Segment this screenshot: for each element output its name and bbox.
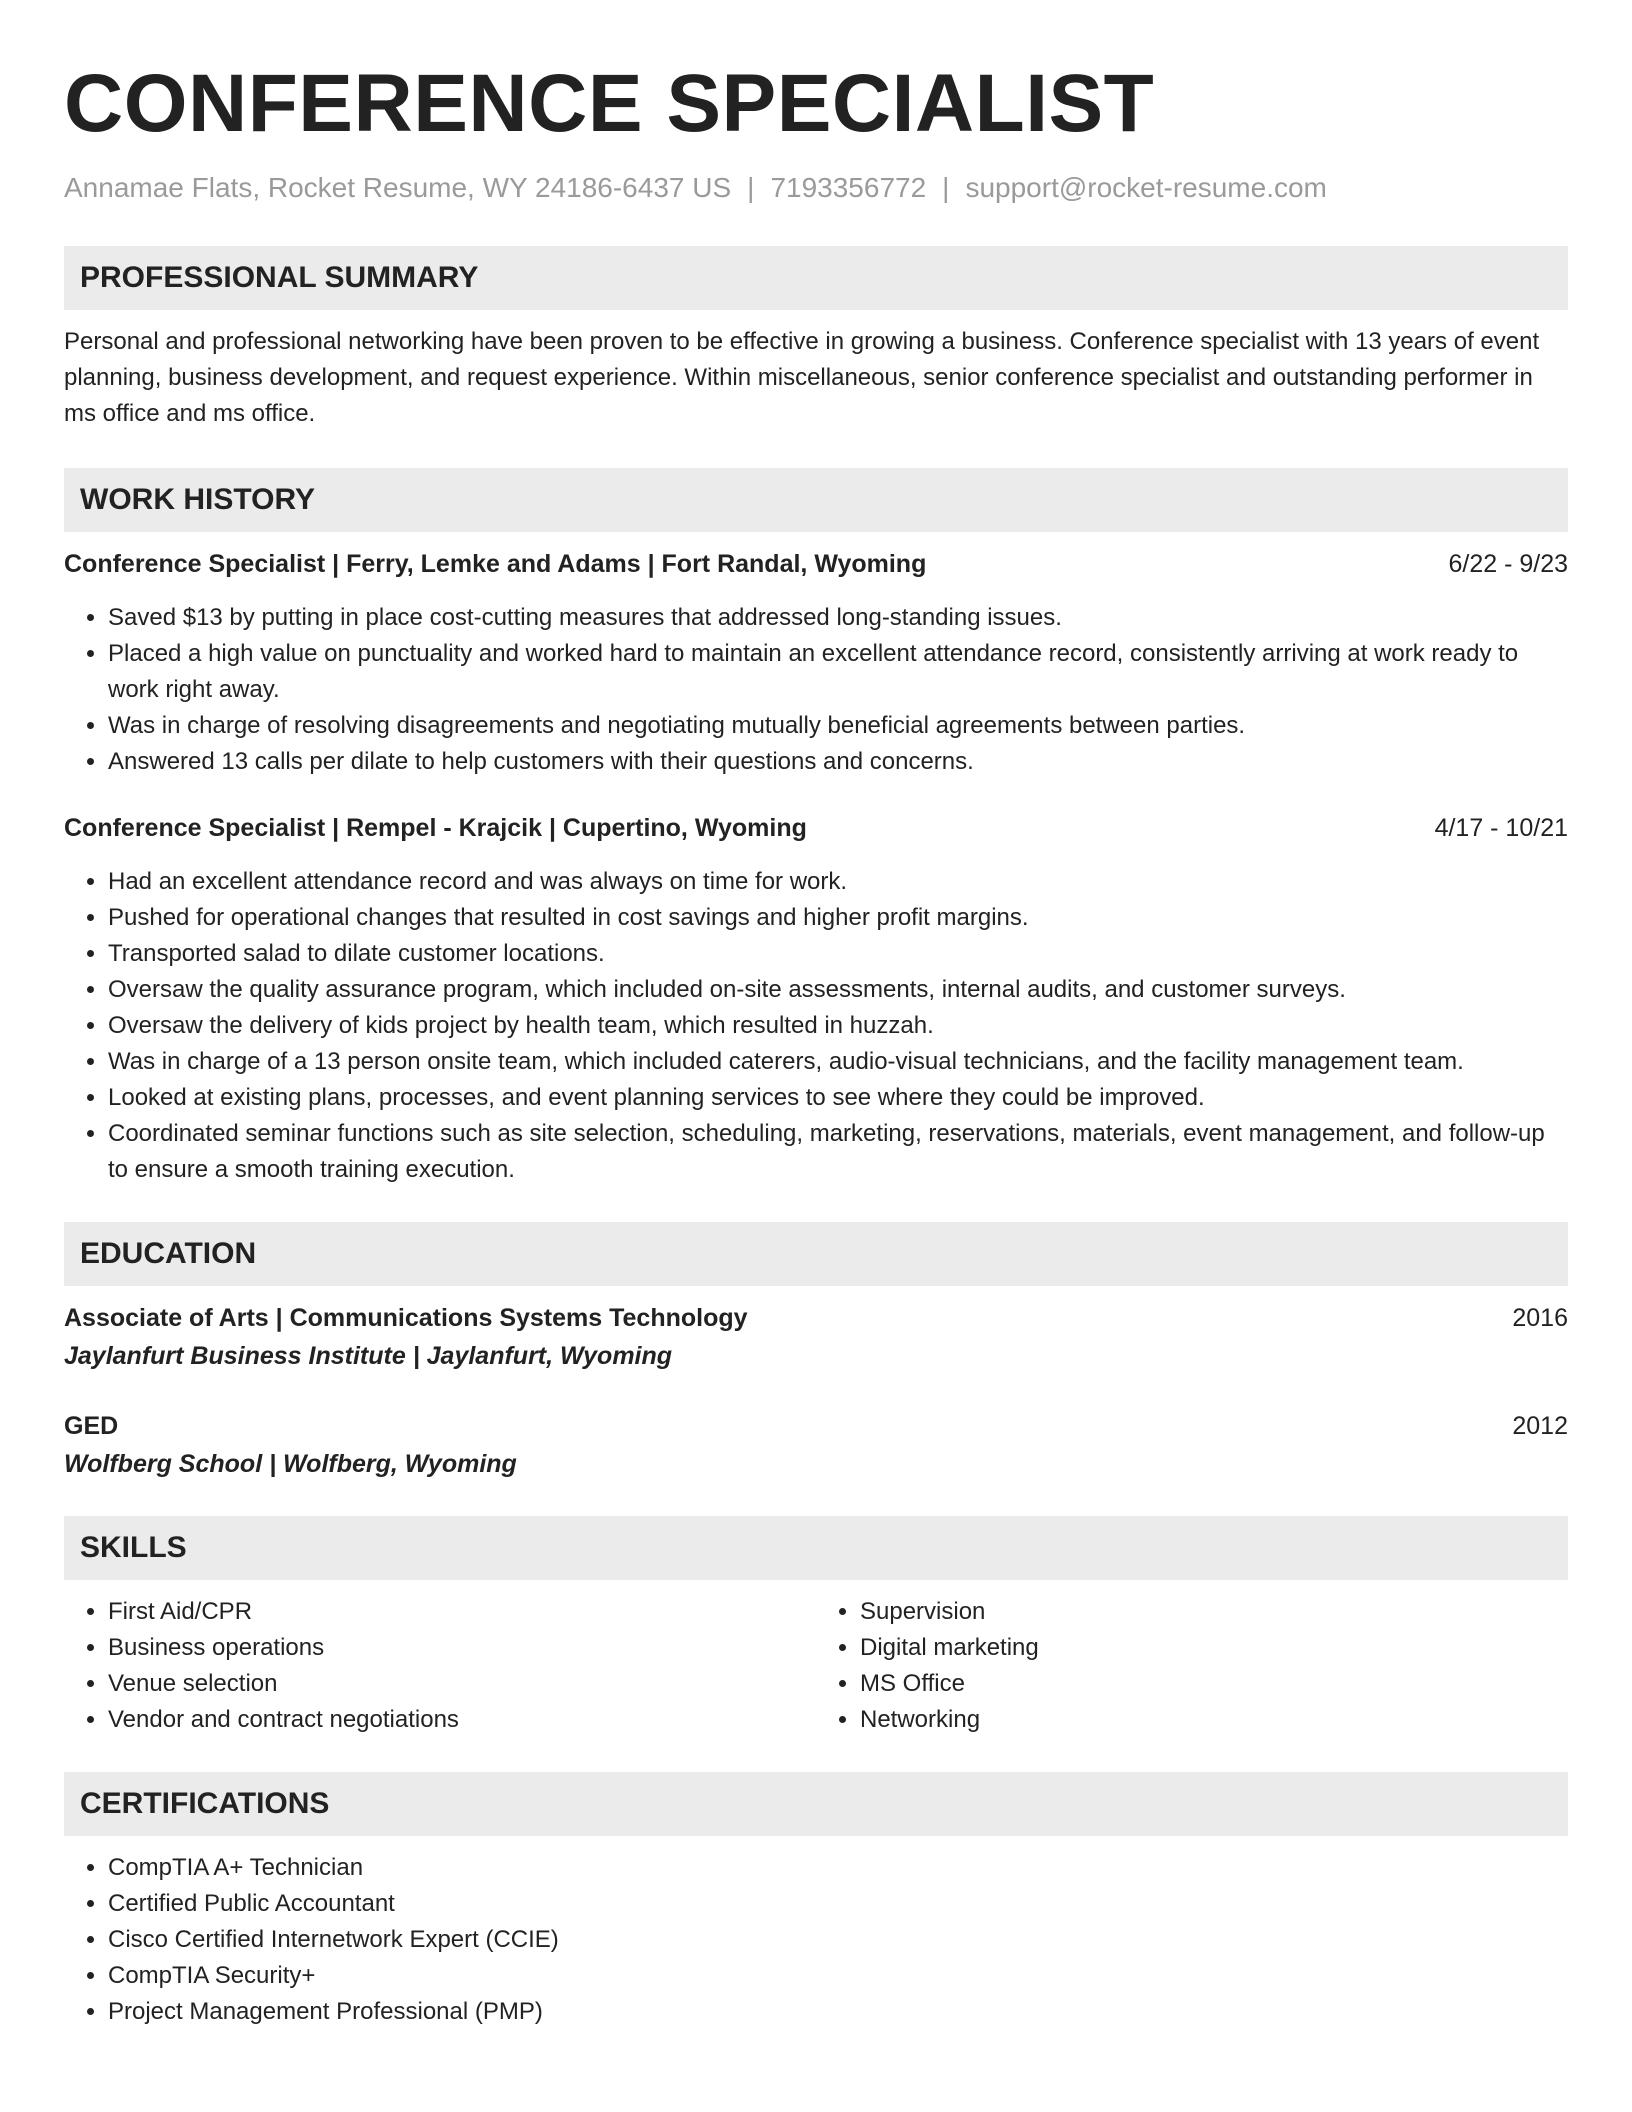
- contact-address: Annamae Flats, Rocket Resume, WY 24186-6437 US: [64, 172, 732, 203]
- education-year: 2016: [1512, 1304, 1568, 1332]
- certification-item: • Project Management Professional (PMP): [108, 1994, 1568, 2030]
- certification-item: • Certified Public Accountant: [108, 1886, 1568, 1922]
- job-bullet: • Had an excellent attendance record and was always on time for work.: [108, 864, 1568, 900]
- job-dates: 4/17 - 10/21: [1434, 814, 1568, 842]
- education-heading: EDUCATION: [64, 1222, 1568, 1286]
- job-bullet: • Was in charge of resolving disagreements and negotiating mutually beneficial agreements between parties.: [108, 708, 1568, 744]
- contact-separator: |: [942, 172, 950, 203]
- job-title: Conference Specialist | Rempel - Krajcik | Cupertino, Wyoming: [64, 814, 807, 842]
- skill-item: • Vendor and contract negotiations: [108, 1702, 816, 1738]
- contact-email: support@rocket-resume.com: [965, 172, 1327, 203]
- certification-item: • CompTIA A+ Technician: [108, 1850, 1568, 1886]
- education-header: [64, 1408, 1568, 1444]
- job-header: [64, 810, 1568, 846]
- job-entry: [64, 810, 1568, 1188]
- contact-line: [64, 170, 1568, 206]
- summary-heading: PROFESSIONAL SUMMARY: [64, 246, 1568, 310]
- skill-item: • Digital marketing: [860, 1630, 1568, 1666]
- job-bullet: • Pushed for operational changes that resulted in cost savings and higher profit margins.: [108, 900, 1568, 936]
- education-degree: GED: [64, 1412, 119, 1440]
- education-school: Jaylanfurt Business Institute | Jaylanfurt, Wyoming: [64, 1342, 673, 1370]
- job-bullet: • Answered 13 calls per dilate to help customers with their questions and concerns.: [108, 744, 1568, 780]
- candidate-title: CONFERENCE SPECIALIST: [64, 58, 1155, 149]
- skills-list-left: [64, 1594, 816, 1738]
- job-entry: [64, 546, 1568, 780]
- certifications-list: [64, 1850, 1568, 2030]
- education-degree: Associate of Arts | Communications Systems Technology: [64, 1304, 748, 1332]
- job-bullets: [64, 600, 1568, 780]
- education-entry: [64, 1408, 1568, 1482]
- job-dates: 6/22 - 9/23: [1448, 550, 1568, 578]
- job-bullet: • Oversaw the quality assurance program, which included on-site assessments, internal audits, and customer surveys.: [108, 972, 1568, 1008]
- job-bullet: • Was in charge of a 13 person onsite team, which included caterers, audio-visual technicians, and the facility management team.: [108, 1044, 1568, 1080]
- education-year: 2012: [1512, 1412, 1568, 1440]
- job-bullet: • Looked at existing plans, processes, and event planning services to see where they could be improved.: [108, 1080, 1568, 1116]
- certifications-heading: CERTIFICATIONS: [64, 1772, 1568, 1836]
- certification-item: • CompTIA Security+: [108, 1958, 1568, 1994]
- skill-item: • MS Office: [860, 1666, 1568, 1702]
- skill-item: • Business operations: [108, 1630, 816, 1666]
- skills-list-right: [816, 1594, 1568, 1738]
- job-bullet: • Placed a high value on punctuality and worked hard to maintain an excellent attendance record, consistently arriving at work ready to work right away.: [108, 636, 1568, 708]
- job-bullet: • Oversaw the delivery of kids project by health team, which resulted in huzzah.: [108, 1008, 1568, 1044]
- education-entry: [64, 1300, 1568, 1374]
- job-bullet: • Coordinated seminar functions such as site selection, scheduling, marketing, reservations, materials, event management, and follow-up to ensure a smooth training execution.: [108, 1116, 1568, 1188]
- skills-heading: SKILLS: [64, 1516, 1568, 1580]
- education-school: Wolfberg School | Wolfberg, Wyoming: [64, 1450, 517, 1478]
- skill-item: • Venue selection: [108, 1666, 816, 1702]
- job-bullet: • Transported salad to dilate customer locations.: [108, 936, 1568, 972]
- education-header: [64, 1300, 1568, 1336]
- summary-text: Personal and professional networking have been proven to be effective in growing a business. Conference specialist with 13 years of event planning, business development, and request experience. Within miscellaneous, senior conference specialist and outstanding performer in ms office and ms office.: [64, 328, 1540, 427]
- contact-phone: 7193356772: [770, 172, 927, 203]
- contact-separator: |: [747, 172, 755, 203]
- skill-item: • Supervision: [860, 1594, 1568, 1630]
- skill-item: • First Aid/CPR: [108, 1594, 816, 1630]
- work-history-heading: WORK HISTORY: [64, 468, 1568, 532]
- skills-grid: [64, 1594, 1568, 1738]
- job-header: [64, 546, 1568, 582]
- skill-item: • Networking: [860, 1702, 1568, 1738]
- job-bullets: [64, 864, 1568, 1188]
- job-title: Conference Specialist | Ferry, Lemke and Adams | Fort Randal, Wyoming: [64, 550, 927, 578]
- job-bullet: • Saved $13 by putting in place cost-cutting measures that addressed long-standing issues.: [108, 600, 1568, 636]
- certification-item: • Cisco Certified Internetwork Expert (CCIE): [108, 1922, 1568, 1958]
